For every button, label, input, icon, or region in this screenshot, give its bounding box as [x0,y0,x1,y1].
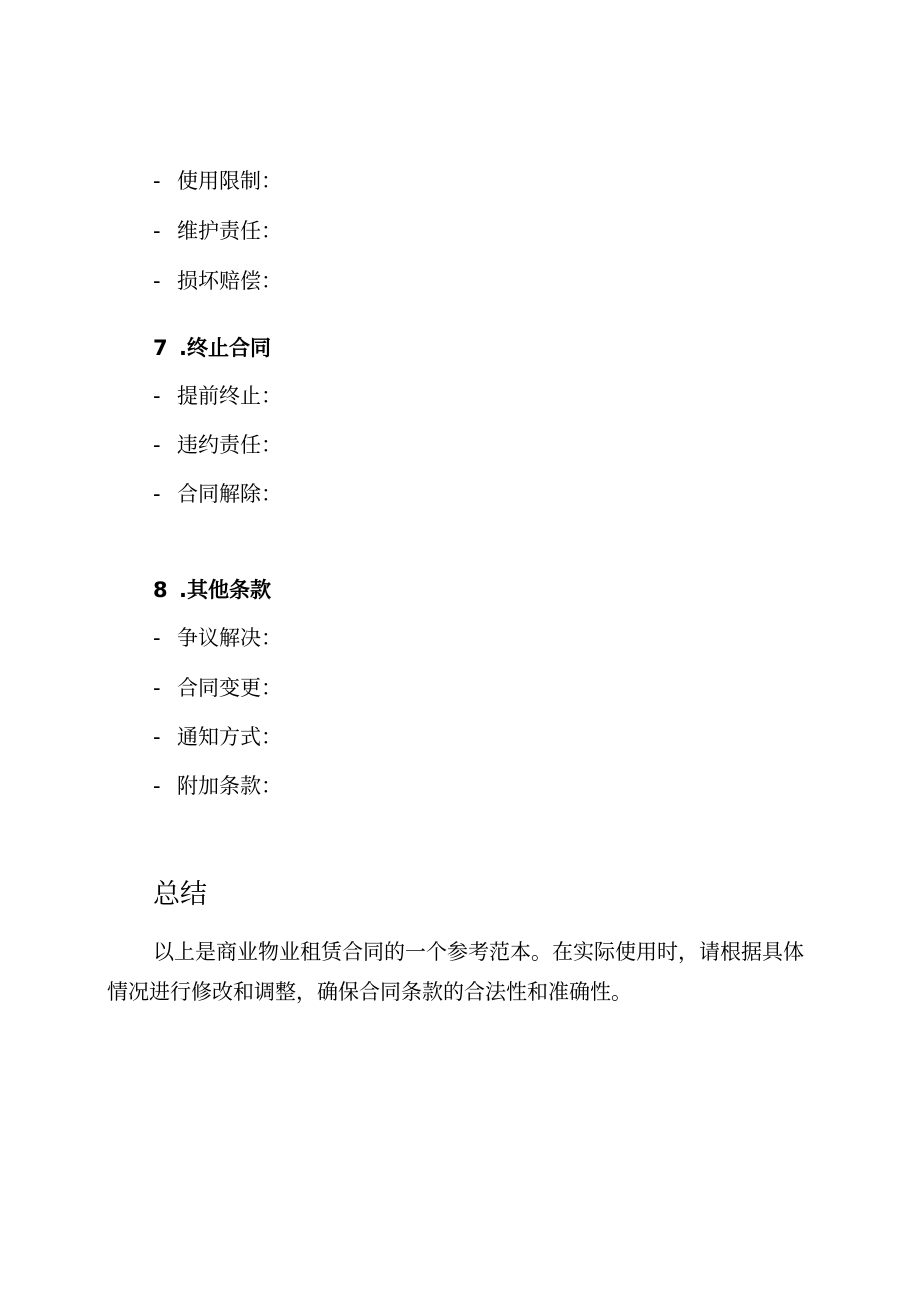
section-title: .终止合同 [179,336,271,360]
list-dash: - [153,676,161,700]
list-dash: - [153,219,161,243]
section-title: .其他条款 [179,578,271,602]
list-dash: - [153,482,161,506]
list-item-dispute-resolution [153,624,282,652]
list-item-text: 维护责任： [177,219,282,243]
section-heading-termination [153,334,271,362]
list-dash: - [153,384,161,408]
list-dash: - [153,269,161,293]
list-dash: - [153,725,161,749]
list-dash: - [153,433,161,457]
list-item-early-termination [153,382,282,410]
list-item-text: 附加条款： [177,774,282,798]
list-item-maintenance-responsibility [153,217,282,245]
list-item-contract-change [153,674,282,702]
list-dash: - [153,774,161,798]
list-item-usage-restriction [153,167,282,195]
list-item-text: 合同变更： [177,676,282,700]
list-item-damage-compensation [153,267,282,295]
list-item-text: 提前终止： [177,384,282,408]
list-item-text: 使用限制： [177,169,282,193]
list-dash: - [153,626,161,650]
list-item-contract-rescission [153,480,282,508]
list-dash: - [153,169,161,193]
list-item-text: 合同解除： [177,482,282,506]
section-number: 8 [153,578,168,602]
summary-paragraph: 以上是商业物业租赁合同的一个参考范本。在实际使用时，请根据具体情况进行修改和调整，确保合同条款的合法性和准确性。 [107,940,804,1004]
list-item-text: 违约责任： [177,433,282,457]
list-item-breach-liability [153,431,282,459]
list-item-additional-terms [153,772,282,800]
section-number: 7 [153,336,168,360]
list-item-text: 争议解决： [177,626,282,650]
list-item-text: 损坏赔偿： [177,269,282,293]
section-heading-other-terms [153,576,271,604]
list-item-text: 通知方式： [177,725,282,749]
summary-heading: 总结 [153,879,207,910]
list-item-notice-method [153,723,282,751]
